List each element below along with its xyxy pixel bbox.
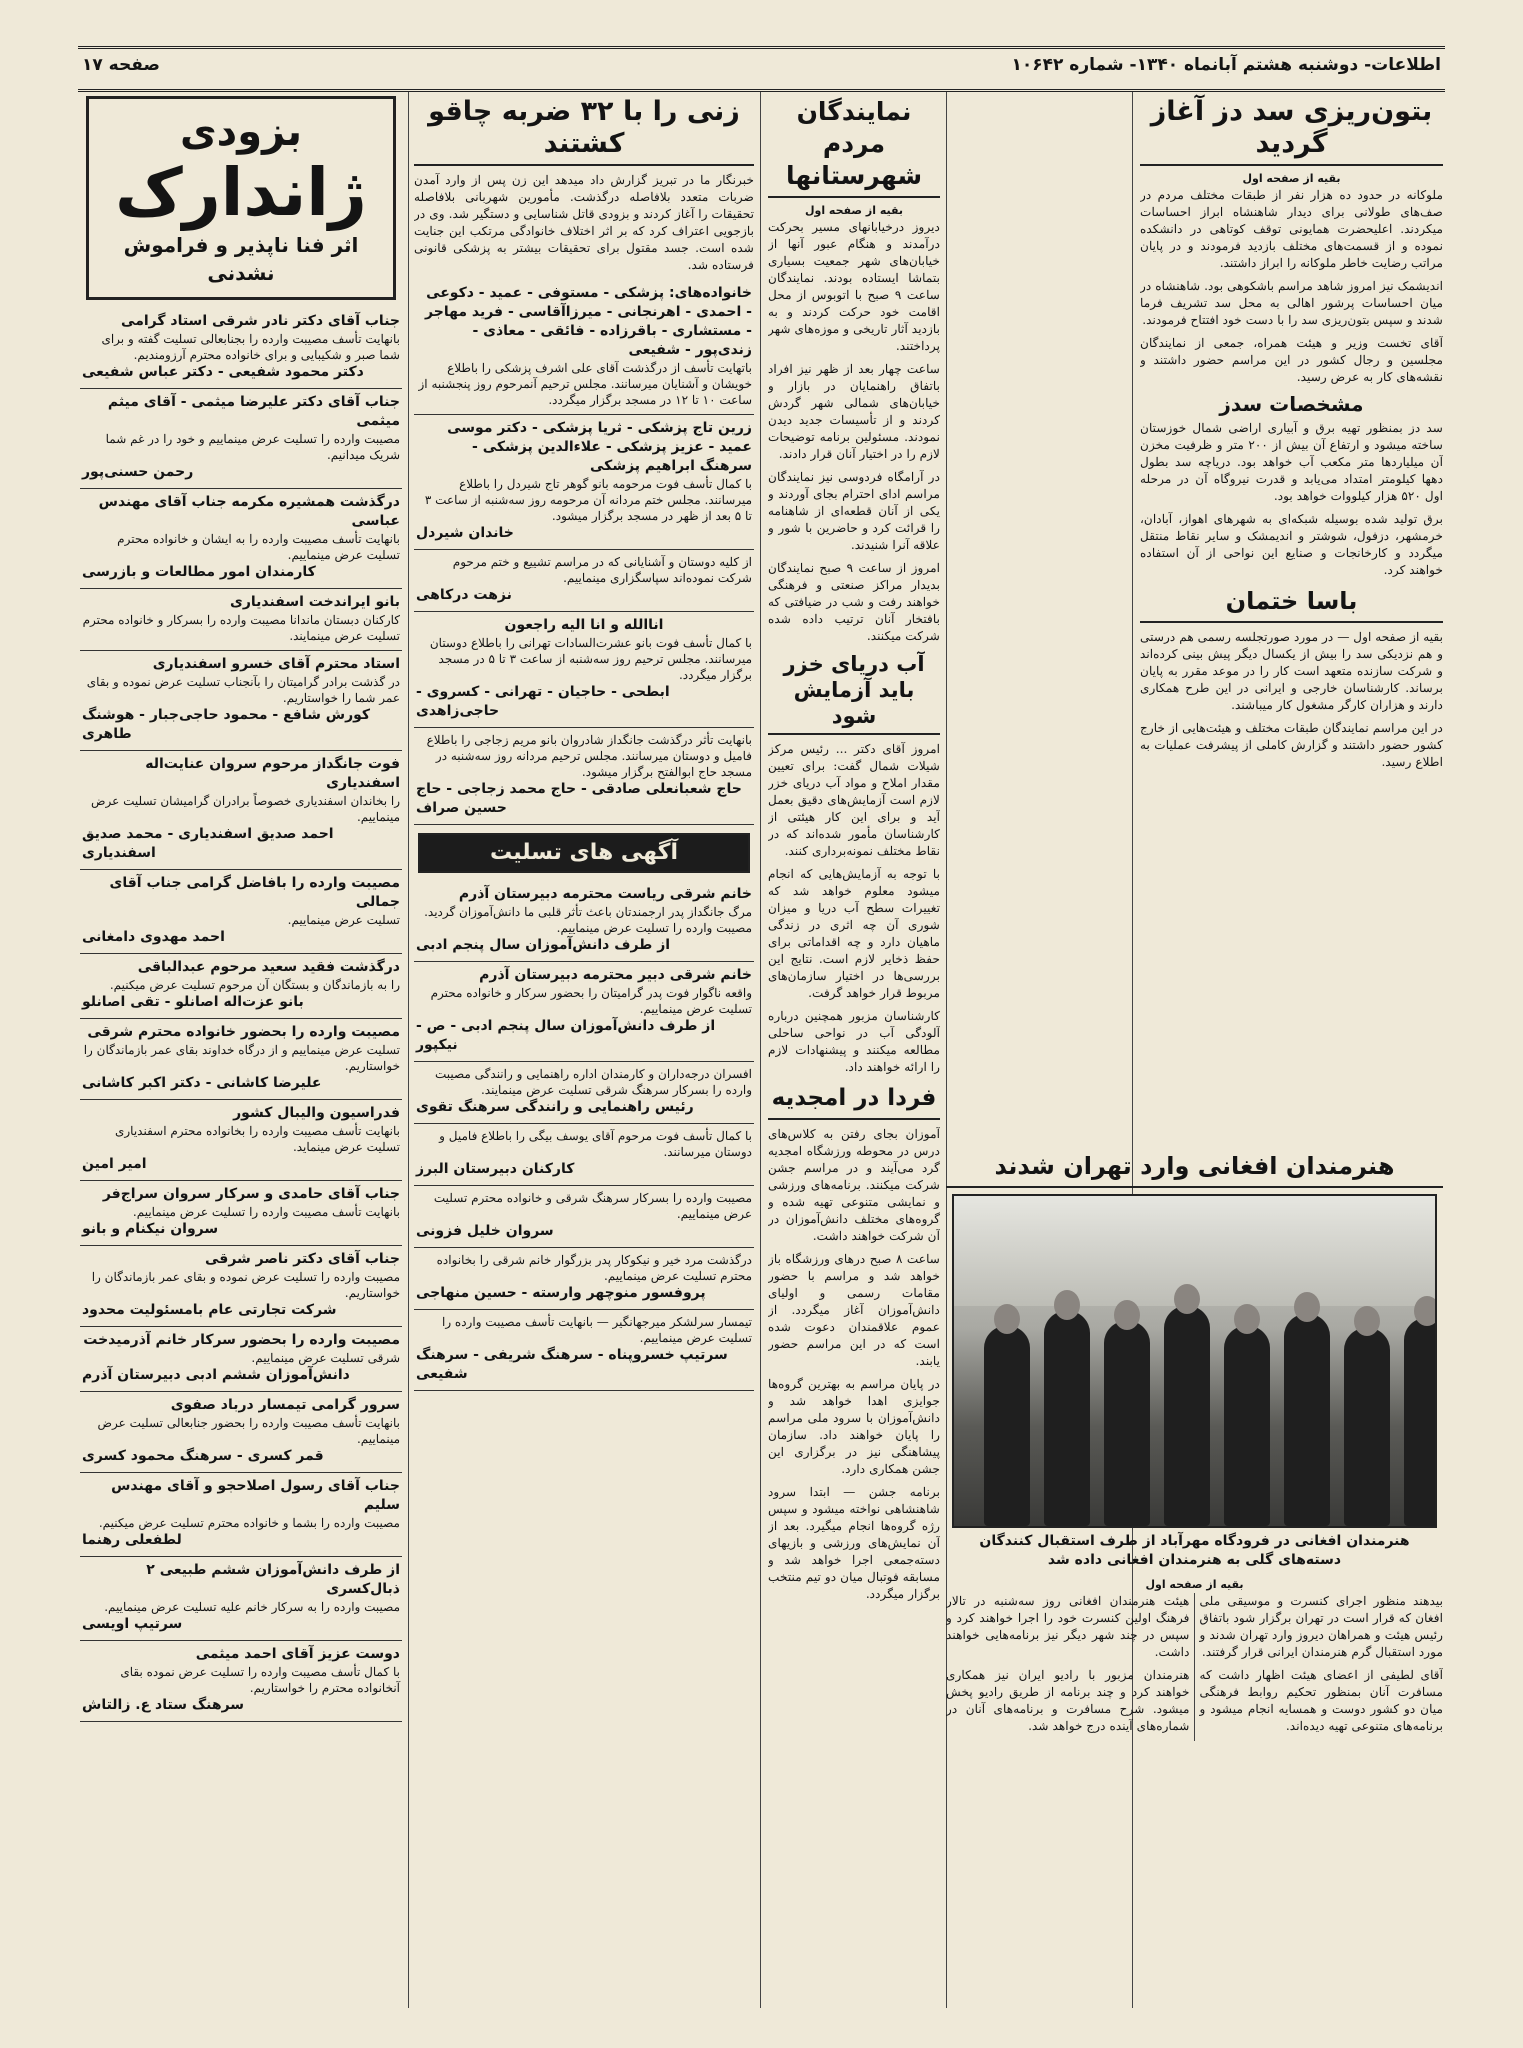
notice-title: سرور گرامی تیمسار درباد صفوی: [170, 1397, 400, 1413]
article-paragraph: ساعت ۸ صبح درهای ورزشگاه باز خواهد شد و مراسم با حضور مقامات رسمی و اولیای دانش‌آموزان آغاز میگردد. از عموم علاقمندان دعوت شده است که در این مراسم حضور یابند.: [768, 1252, 940, 1368]
notice-signature: لطفعلی رهنما: [82, 1532, 182, 1548]
condolence-notice: [80, 1557, 402, 1641]
notice-signature: کارمندان امور مطالعات و بازرسی: [82, 564, 316, 580]
article-paragraph: آقای تخست وزیر و هیئت همراه، جمعی از نمایندگان مجلسین و رجال کشور در این مراسم حضور داشتند و نقشه‌های کار به عرض رسید.: [1140, 336, 1443, 384]
obituary-notice: [414, 280, 754, 415]
notice-signature: احمد صدیق اسفندیاری - محمد صدیق اسفندیاری: [82, 826, 334, 861]
continuation-note: بقیه از صفحه اول: [804, 204, 904, 217]
subheading-dam-specs: مشخصات سدز: [1219, 392, 1364, 416]
notice-body: در گذشت برادر گرامیتان را بآنجناب تسلیت عرض نموده و بقای عمر شما را خواستاریم.: [86, 675, 400, 705]
condolence-notice: [414, 1186, 754, 1248]
photo-figure: [1284, 1314, 1330, 1526]
notice-signature: سرهنگ ستاد ع. زالتاش: [82, 1697, 245, 1713]
condolence-notice: [80, 589, 402, 651]
condolence-notice: [80, 1019, 402, 1100]
photo-face: [1054, 1290, 1080, 1320]
condolence-notice: [414, 1248, 754, 1310]
notice-title: جناب آقای رسول اصلاحجو و آقای مهندس سلیم: [111, 1478, 400, 1513]
photo-caption: هنرمندان افغانی در فرودگاه مهرآباد از طرف استقبال کنندگان دسته‌های گلی به هنرمندان افغانی داده شد: [979, 1533, 1410, 1568]
obituary-notice: [414, 550, 754, 612]
article-paragraph: برق تولید شده بوسیله شبکه‌ای به شهرهای اهواز، آبادان، خرمشهر، دزفول، شوشتر و اندیمشک و سایر نقاط منتقل میگردد و کارخانجات و صنایع این نواحی از آن استفاده خواهند کرد.: [1140, 512, 1443, 577]
notice-body: مصیبت وارده را تسلیت عرض نموده و بقای عمر بازماندگان را خواستاریم.: [91, 1270, 400, 1300]
notice-signature: علیرضا کاشانی - دکتر اکبر کاشانی: [82, 1075, 322, 1091]
photo-figure: [1164, 1306, 1210, 1526]
notice-signature: کارکنان دبیرستان البرز: [416, 1161, 575, 1177]
article-paragraph: امروز آقای دکتر ... رئیس مرکز شیلات شمال گفت: برای تعیین مقدار املاح و مواد آب دریای خزر لازم است آزمایش‌های دقیق بعمل آید و برای این کار هیئتی از کارشناسان مأمور شده‌اند که در نقاط مختلف نمونه‌برداری کنند.: [768, 742, 940, 858]
condolence-notice: [80, 1392, 402, 1473]
notice-title: از طرف دانش‌آموزان ششم طبیعی ۲ ذبال‌کسری: [146, 1562, 400, 1597]
notice-signature: سرتیپ خسروپناه - سرهنگ شریفی - سرهنگ شفیعی: [416, 1347, 728, 1382]
condolence-notice: [80, 308, 402, 389]
masthead-issue: اطلاعات- دوشنبه هشتم آبانماه ۱۳۴۰- شماره ۱۰۶۴۲: [1011, 55, 1441, 75]
notice-title: جناب آقای دکتر ناصر شرقی: [205, 1251, 400, 1267]
photo-figure: [1044, 1311, 1090, 1526]
article-paragraph: آقای لطیفی از اعضای هیئت اظهار داشت که مسافرت آنان بمنظور تحکیم روابط فرهنگی میان دو کشور دوست و همسایه انجام میشود و برنامه‌های متنوعی تهیه دیده‌اند.: [1199, 1668, 1443, 1733]
headline-afghan-artists: هنرمندان افغانی وارد تهران شدند: [946, 1150, 1443, 1188]
article-paragraph: ملوکانه در حدود ده هزار نفر از طبقات مختلف مردم در صف‌های طولانی برای دیدار شاهنشاه ابراز احساسات میکردند. اعلیحضرت همایونی توقف کوتاهی در دانشکده نموده و از قسمت‌های مختلف بازدید فرمودند و در پایان مراتب رضایت خاطر ملوکانه را ابراز داشتند.: [1140, 188, 1443, 270]
condolence-notice: [414, 1310, 754, 1391]
condolence-notice: [80, 1100, 402, 1181]
notice-title: زرین تاج پزشکی - ثریا پزشکی - دکتر موسی عمید - عزیز پزشکی - علاءالدین پزشکی - سرهنگ ابراهیم پزشکی: [447, 420, 752, 474]
article-paragraph: بیدهند منظور اجرای کنسرت و موسیقی ملی افغان که قرار است در تهران برگزار شود باتفاق رئیس هیئت و همراهان دیروز وارد تهران شدند و مورد استقبال گرم هنرمندان ایرانی قرار گرفتند.: [1199, 1594, 1443, 1659]
photo-figure: [1224, 1326, 1270, 1526]
obituary-notice: [414, 728, 754, 825]
obituary-notice: [414, 612, 754, 728]
column-rule: [408, 92, 409, 2008]
notice-body: کارکنان دبستان ماندانا مصیبت وارده را بسرکار و خانواده محترم تسلیت عرض مینمایند.: [82, 613, 400, 643]
notice-title: خانم شرقی ریاست محترمه دبیرستان آذرم: [458, 886, 752, 902]
headline-murder: زنی را با ۳۲ ضربه چاقو کشتند: [414, 96, 754, 166]
notice-signature: قمر کسری - سرهنگ محمود کسری: [82, 1448, 324, 1464]
notice-body: مصیبت وارده را به سرکار خانم علیه تسلیت عرض مینماییم.: [104, 1600, 400, 1614]
photo-figure: [1104, 1321, 1150, 1526]
notice-title: خانواده‌های: پزشکی - مستوفی - عمید - دکوعی - احمدی - اهرنجانی - میرزاآقاسی - فرید مهاجر - مستشاری - باقرزاده - فائقی - معاذی - زندی‌پور - شفیعی: [425, 285, 752, 358]
notice-signature: نزهت درکاهی: [416, 587, 512, 603]
continuation-note: بقیه از صفحه اول: [1242, 172, 1341, 185]
article-paragraph: کارشناسان مزبور همچنین درباره آلودگی آب در نواحی ساحلی مطالعه میکنند و پیشنهادات لازم را ارائه خواهند داد.: [768, 1009, 940, 1074]
condolence-notice: [80, 1473, 402, 1557]
article-paragraph: امروز از ساعت ۹ صبح نمایندگان بدیدار مراکز صنعتی و فرهنگی خواهند رفت و شب در ضیافتی که بافتخار آنان ترتیب داده شده شرکت میکنند.: [768, 561, 940, 643]
condolence-ads-banner: آگهی های تسلیت: [418, 833, 750, 873]
notice-body: بانهایت تأسف مصیبت وارده را بخانواده محترم اسفندیاری تسلیت عرض مینماید.: [114, 1124, 400, 1154]
obituary-notice: [414, 415, 754, 550]
notice-body: از کلیه دوستان و آشنایانی که در مراسم تشییع و ختم مرحوم شرکت نموده‌اند سپاسگزاری مینماییم.: [452, 555, 752, 585]
notice-signature: از طرف دانش‌آموزان سال پنجم ادبی: [416, 937, 671, 953]
column-rule: [760, 92, 761, 2008]
notice-title: مصیبت وارده را بحضور سرکار خانم آذرمیدخت: [83, 1332, 400, 1348]
notice-title: استاد محترم آقای خسرو اسفندیاری: [152, 656, 400, 672]
notice-signature: بانو عزت‌اله اصانلو - تقی اصانلو: [82, 994, 304, 1010]
article-paragraph: در این مراسم نمایندگان طبقات مختلف و هیئت‌هایی از خارج کشور حضور داشتند و گزارش کاملی از پیشرفت عملیات به اطلاع رسید.: [1140, 721, 1443, 769]
notice-signature: احمد مهدوی دامغانی: [82, 929, 225, 945]
notice-body: تسلیت عرض مینماییم.: [287, 913, 400, 927]
headline-construction: باسا ختمان: [1140, 585, 1443, 623]
condolence-list: [80, 308, 402, 1722]
article-paragraph: هیئت هنرمندان افغانی روز سه‌شنبه در تالار فرهنگ اولین کنسرت خود را اجرا خواهند کرد و سپس در چند شهر دیگر نیز برنامه‌هایی خواهند داشت.: [946, 1594, 1190, 1659]
notice-signature: دانش‌آموزان ششم ادبی دبیرستان آذرم: [82, 1367, 350, 1383]
ad-coming-soon: بزودی: [180, 109, 302, 155]
notice-title: مصیبت وارده را بحضور خانواده محترم شرقی: [87, 1024, 400, 1040]
condolence-notice: [80, 1641, 402, 1722]
notice-body: را به بازماندگان و بستگان آن مرحوم تسلیت عرض میکنیم.: [109, 978, 400, 992]
notice-signature: پروفسور منوچهر وارسته - حسین منهاجی: [416, 1285, 706, 1301]
notice-title: فدراسیون والیبال کشور: [233, 1105, 400, 1121]
headline-representatives: نمایندگان مردم شهرستانها: [768, 96, 940, 198]
condolence-notice: [414, 1062, 754, 1124]
masthead-bar: [78, 46, 1445, 92]
article-paragraph: سد دز بمنظور تهیه برق و آبیاری اراضی شمال خوزستان ساخته میشود و ارتفاع آن بیش از ۲۰۰ متر و ظرفیت مخزن آن میلیاردها متر مکعب آب خواهد بود. دریاچه سد بطول دهها کیلومتر امتداد می‌یابد و قدرت نیروگاه آن در مرحله اول ۵۲۰ هزار کیلووات خواهد بود.: [1140, 421, 1443, 503]
notice-body: مصیبت وارده را تسلیت عرض مینماییم و خود را در غم شما شریک میدانیم.: [105, 432, 400, 462]
notice-body: باتهایت تأسف از درگذشت آقای علی اشرف پزشکی را باطلاع خویشان و آشنایان میرسانند. مجلس ترحیم آنمرحوم روز پنجشنبه از ساعت ۱۰ تا ۱۲ در مسجد برگزار میگردد.: [418, 361, 752, 407]
notice-body: درگذشت مرد خیر و نیکوکار پدر بزرگوار خانم شرقی را بخانواده محترم تسلیت عرض مینماییم.: [436, 1253, 752, 1283]
photo-face: [1354, 1306, 1380, 1336]
photo-figure: [1344, 1328, 1390, 1526]
article-paragraph: برنامه جشن — ابتدا سرود شاهنشاهی نواخته میشود و سپس رژه گروه‌ها انجام میگیرد. بعد از آن نمایش‌های ورزشی و بازیهای دسته‌جمعی اجرا خواهد شد و مسابقه فوتبال میان دو تیم منتخب برگزار میگردد.: [768, 1485, 940, 1601]
condolence-notice: [80, 751, 402, 870]
condolence-notice: [80, 870, 402, 954]
notice-title: مصیبت وارده را بافاضل گرامی جناب آقای جمالی: [109, 875, 400, 910]
notice-body: بانهایت تأسف مصیبت وارده را تسلیت عرض مینماییم.: [132, 1205, 400, 1219]
notice-body: بانهایت تأسف مصیبت وارده را به ایشان و خانواده محترم تسلیت عرض مینماییم.: [117, 532, 400, 562]
headline-caspian: آب دریای خزر باید آزمایش شود: [768, 651, 940, 735]
photo-figure: [984, 1326, 1030, 1526]
notice-body: تسلیت عرض مینماییم و از درگاه خداوند بقای عمر بازماندگان را خواستاریم.: [83, 1043, 400, 1073]
article-paragraph: دیروز درخیابانهای مسیر بحرکت درآمدند و هنگام عبور آنها از خیابان‌های شهر جمعیت بسیاری بتماشا ایستاده بودند. نمایندگان ساعت ۹ صبح با اتوبوس از محل اقامت خود حرکت کردند و به بازدید آثار تاریخی و موزه‌های شهر پرداختند.: [768, 220, 940, 353]
condolence-notice: [414, 881, 754, 962]
condolence-notice: [80, 489, 402, 589]
notice-title: اناالله و انا الیه راجعون: [504, 617, 664, 633]
notice-body: بانهایت تأثر درگذشت جانگداز شادروان بانو مریم زجاجی را باطلاع فامیل و دوستان میرسانند. مجلس ترحیم مردانه روز سه‌شنبه در مسجد حاج ابوالفتح برگزار میشود.: [426, 733, 752, 779]
notice-body: مصیبت وارده را بشما و خانواده محترم تسلیت عرض میکنیم.: [98, 1516, 400, 1530]
notice-title: جناب آقای دکتر علیرضا میثمی - آقای میثم میثمی: [107, 394, 400, 429]
photo-face: [1114, 1300, 1140, 1330]
article-paragraph: خبرنگار ما در تبریز گزارش داد میدهد این زن پس از وارد آمدن ضربات متعدد بلافاصله درگذشت. مأمورین شهربانی بلافاصله تحقیقات را آغاز کردند و بزودی قاتل شناسایی و دستگیر شد. وی در بازجویی اعتراف کرد که بر اثر اختلاف خانوادگی مرتکب این جنایت شده است. جسد مقتول برای تحقیقات بیشتر به پزشکی قانونی فرستاده شد.: [414, 173, 754, 272]
notice-signature: امیر امین: [82, 1156, 147, 1172]
notice-body: مرگ جانگداز پدر ارجمندتان باعث تأثر قلبی ما دانش‌آموزان گردید. مصیبت وارده را تسلیت عرض مینماییم.: [424, 905, 752, 935]
condolence-notice: [414, 1124, 754, 1186]
notice-body: با کمال تأسف فوت بانو عشرت‌السادات تهرانی را باطلاع دوستان میرسانند. مجلس ترحیم روز سه‌شنبه از ساعت ۳ تا ۵ در مسجد برگزار میگردد.: [429, 636, 752, 682]
article-paragraph: در آرامگاه فردوسی نیز نمایندگان مراسم ادای احترام بجای آوردند و یکی از آنان قطعه‌ای از شاهنامه را قرائت کرد و حاضرین با شور و علاقه آنرا شنیدند.: [768, 470, 940, 552]
ad-film-title: ژاندارک: [115, 154, 367, 231]
photo-face: [994, 1304, 1020, 1334]
headline-amjadieh: فردا در امجدیه: [768, 1082, 940, 1120]
article-paragraph: بقیه از صفحه اول — در مورد صورتجلسه رسمی هم درستی و هم نزدیکی سد را بیش از یکسال دیگر پیش بینی کرده‌اند و شرکت سازنده متعهد است کار را در موعد مقرر به پایان برساند. کارشناسان خارجی و ایرانی در این طرح همکاری دارند و هزاران کارگر مشغول کار میباشند.: [1140, 630, 1443, 712]
notice-signature: سروان خلیل فزونی: [416, 1223, 554, 1239]
condolence-notice: [80, 1327, 402, 1392]
notice-title: فوت جانگداز مرحوم سروان عنایت‌اله اسفندیاری: [145, 756, 400, 791]
notice-title: دوست عزیز آقای احمد میثمی: [195, 1646, 400, 1662]
column-film-ad-and-notices: [80, 92, 402, 2008]
notice-signature: حاج شعبانعلی صادقی - حاج محمد زجاجی - حاج حسین صراف: [416, 781, 742, 816]
notice-signature: خاندان شیردل: [416, 525, 514, 541]
photo-face: [1414, 1296, 1437, 1326]
condolence-notice: [80, 954, 402, 1019]
news-photo: [952, 1194, 1437, 1528]
column-afghan-artists: [946, 1146, 1443, 2008]
notice-body: را بخاندان اسفندیاری خصوصاً برادران گرامیشان تسلیت عرض مینماییم.: [91, 794, 400, 824]
condolence-notice: [80, 389, 402, 489]
notice-signature: کورش شافع - محمود حاجی‌جبار - هوشنگ طاهری: [82, 707, 371, 742]
photo-face: [1234, 1304, 1260, 1334]
condolence-notice: [414, 962, 754, 1062]
notice-body: با کمال تأسف فوت مرحومه بانو گوهر تاج شیردل را باطلاع میرسانند. مجلس ختم مردانه آن مرحومه روز سه‌شنبه از ساعت ۳ تا ۵ بعد از ظهر در مسجد برگزار میشود.: [424, 477, 752, 523]
article-paragraph: آموزان بجای رفتن به کلاس‌های درس در محوطه ورزشگاه امجدیه گرد می‌آیند و در مراسم جشن شرکت میکنند. برنامه‌های ورزشی و نمایشی متنوعی تهیه شده و گروه‌های مختلف دانش‌آموزان در آن شرکت خواهند داشت.: [768, 1127, 940, 1243]
notice-body: تیمسار سرلشکر میرجهانگیر — بانهایت تأسف مصیبت وارده را تسلیت عرض مینماییم.: [441, 1315, 752, 1345]
notice-signature: رحمن حسنی‌پور: [82, 464, 194, 480]
article-paragraph: در پایان مراسم به بهترین گروه‌ها جوایزی اهدا خواهد شد و دانش‌آموزان با سرود ملی مراسم را پایان خواهند داد. سازمان پیشاهنگی نیز در برگزاری این جشن همکاری دارد.: [768, 1377, 940, 1476]
notice-title: جناب آقای دکتر نادر شرقی استاد گرامی: [121, 313, 400, 329]
notice-body: افسران درجه‌داران و کارمندان اداره راهنمایی و رانندگی مصیبت وارده را بسرکار سرهنگ شرقی تسلیت عرض مینمایند.: [435, 1067, 752, 1097]
notice-signature: دکتر محمود شفیعی - دکتر عباس شفیعی: [82, 364, 364, 380]
notice-body: بانهایت تأسف مصیبت وارده را بجنابعالی تسلیت گفته و برای شما صبر و شکیبایی و برای خانواده محترم آرزومندیم.: [101, 332, 400, 362]
afghan-story-body: [946, 1593, 1443, 1741]
photo-face: [1294, 1292, 1320, 1322]
notice-body: مصیبت وارده را بسرکار سرهنگ شرقی و خانواده محترم تسلیت عرض مینماییم.: [433, 1191, 752, 1221]
article-paragraph: ساعت چهار بعد از ظهر نیز افراد باتفاق راهنمایان در بازار و خیابان‌های شمالی شهر گردش کردند و از تأسیسات جدید دیدن نمودند. مسئولین برنامه توضیحات لازم را در اختیار آنان قرار دادند.: [768, 362, 940, 461]
condolence-notice: [80, 1246, 402, 1327]
notice-signature: سروان نیکنام و بانو: [82, 1221, 219, 1237]
notice-body: با کمال تأسف مصیبت وارده را تسلیت عرض نموده بقای آنخانواده محترم را خواستاریم.: [120, 1665, 400, 1695]
film-advertisement: [86, 96, 396, 300]
headline-dam: بتون‌ریزی سد دز آغاز گردید: [1140, 96, 1443, 166]
notice-signature: شرکت تجارتی عام بامسئولیت محدود: [82, 1302, 337, 1318]
notice-title: بانو ایراندخت اسفندیاری: [230, 594, 400, 610]
notice-title: خانم شرقی دبیر محترمه دبیرستان آذرم: [479, 967, 752, 983]
ad-tagline: اثر فنا ناپذیر و فراموش نشدنی: [123, 233, 359, 285]
notice-title: جناب آقای حامدی و سرکار سروان سراج‌فر: [102, 1186, 400, 1202]
photo-face: [1174, 1284, 1200, 1314]
column-obituaries: [414, 92, 754, 2008]
condolence-notice: [80, 651, 402, 751]
article-paragraph: هنرمندان مزبور با رادیو ایران نیز همکاری خواهند کرد و چند برنامه از طریق رادیو پخش میشود. شرح مسافرت و برنامه‌های آنان در شماره‌های آینده درج خواهد شد.: [946, 1668, 1190, 1733]
notice-body: با کمال تأسف فوت مرحوم آقای یوسف بیگی را باطلاع فامیل و دوستان میرسانند.: [439, 1129, 752, 1159]
notice-signature: از طرف دانش‌آموزان سال پنجم ادبی - ص - نیکپور: [416, 1018, 716, 1053]
notice-signature: رئیس راهنمایی و رانندگی سرهنگ تقوی: [416, 1099, 694, 1115]
notice-body: بانهایت تأسف مصیبت وارده را بحضور جنابعالی تسلیت عرض مینماییم.: [97, 1416, 400, 1446]
notice-signature: ابطحی - حاجیان - تهرانی - کسروی - حاجی‌زاهدی: [416, 684, 670, 719]
notice-signature: سرتیپ اویسی: [82, 1616, 183, 1632]
continuation-note: بقیه از صفحه اول: [1145, 1578, 1244, 1591]
photo-figure: [1404, 1318, 1437, 1526]
page-number: صفحه ۱۷: [82, 55, 160, 75]
column-representatives: [768, 92, 940, 2008]
notice-title: درگذشت فقید سعید مرحوم عبدالباقی: [137, 959, 400, 975]
article-paragraph: اندیشمک نیز امروز شاهد مراسم باشکوهی بود. شاهنشاه در میان احساسات پرشور اهالی به محل سد تشریف فرما شدند و سپس بتون‌ریزی سد را با دست خود افتتاح فرمودند.: [1140, 279, 1443, 327]
notice-body: واقعه ناگوار فوت پدر گرامیتان را بحضور سرکار و خانواده محترم تسلیت عرض مینماییم.: [430, 986, 752, 1016]
notice-body: شرقی تسلیت عرض مینماییم.: [251, 1351, 400, 1365]
article-paragraph: با توجه به آزمایش‌هایی که انجام میشود معلوم خواهد شد که تغییرات سطح آب دریا و میزان شوری آن چه اثری در زندگی ماهیان دارد و چه اقداماتی برای حفظ ذخایر لازم است. نتایج این بررسی‌ها در اختیار سازمان‌های مربوط قرار خواهد گرفت.: [768, 867, 940, 1000]
notice-title: درگذشت همشیره مکرمه جناب آقای مهندس عباسی: [98, 494, 400, 529]
condolence-notice: [80, 1181, 402, 1246]
